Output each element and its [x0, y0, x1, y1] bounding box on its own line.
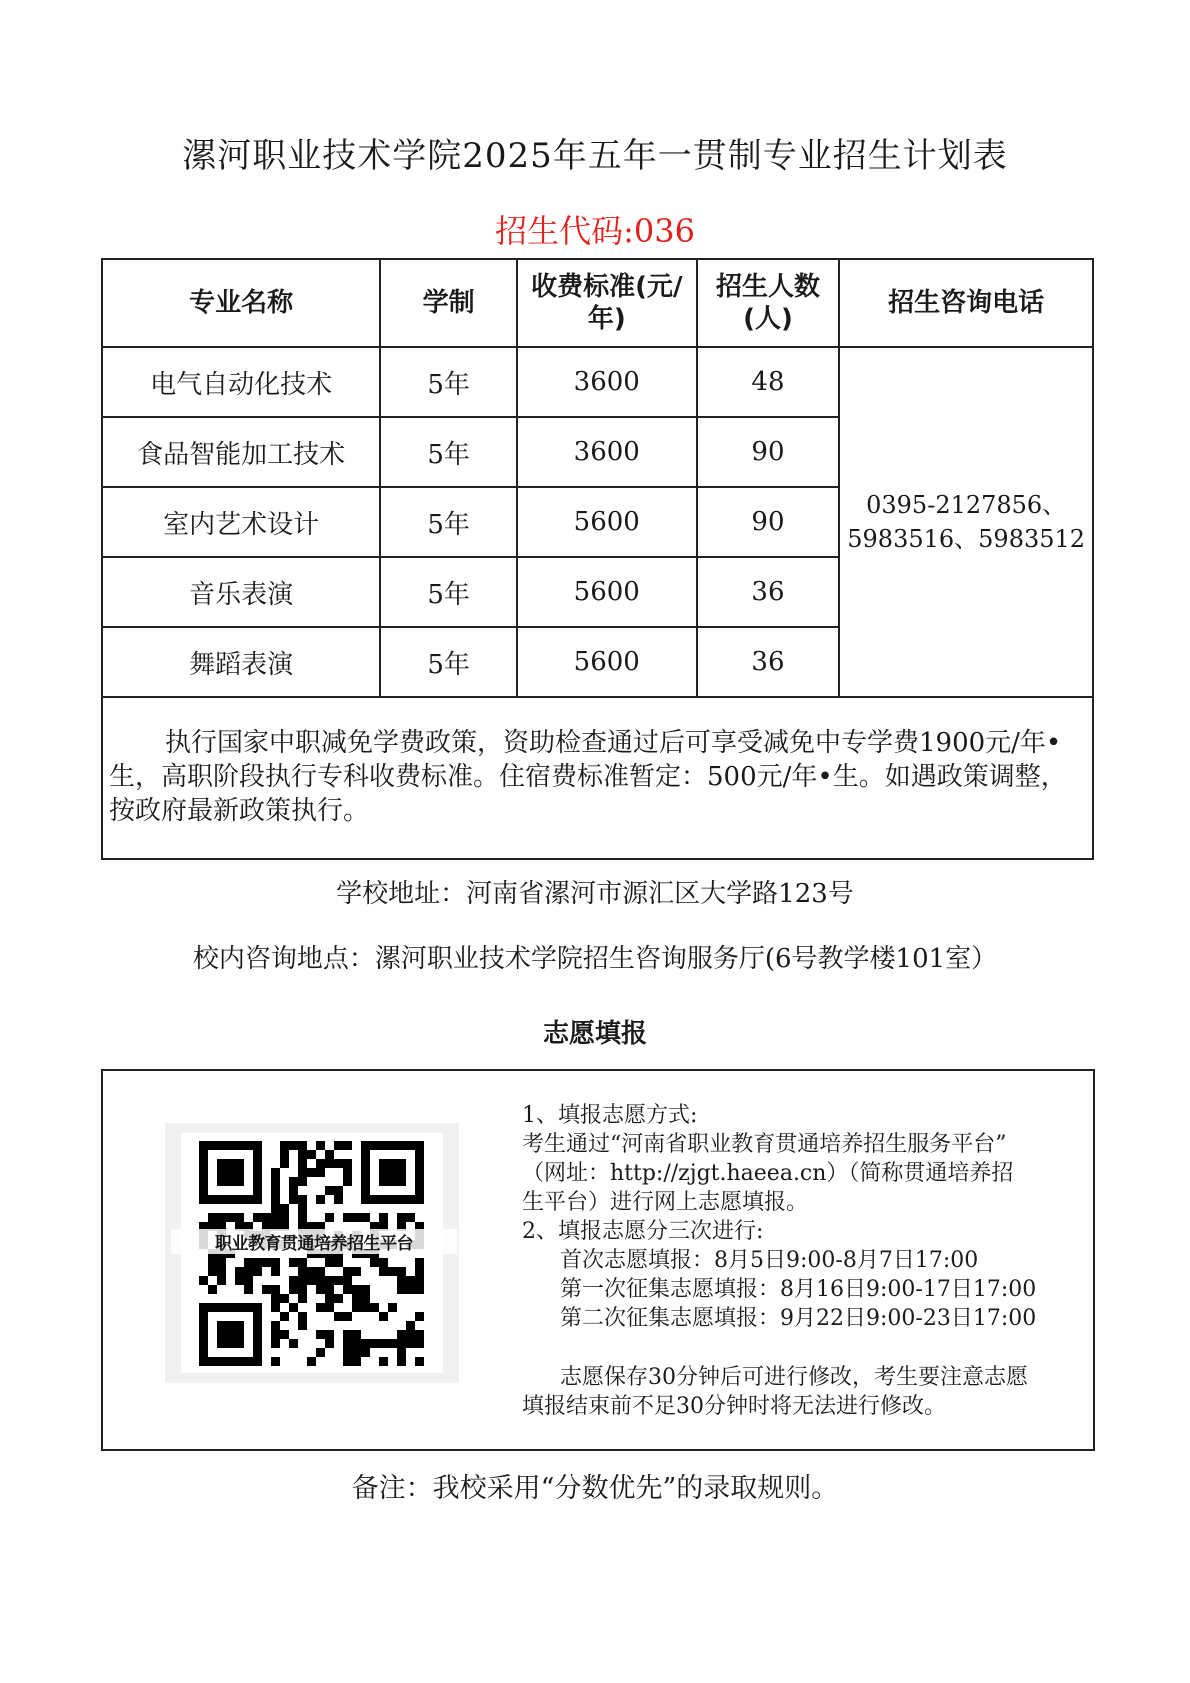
qr-code-panel: [165, 1123, 459, 1383]
cell-major: 食品智能加工技术: [102, 417, 380, 487]
cell-fee: 3600: [517, 347, 697, 417]
cell-major: 室内艺术设计: [102, 487, 380, 557]
volunteer-instructions: [522, 1101, 1087, 1421]
instruction-line: 生平台）进行网上志愿填报。: [522, 1190, 809, 1215]
instruction-line: 填报结束前不足30分钟时将无法进行修改。: [522, 1394, 946, 1419]
header-quota: 招生人数(人): [697, 259, 840, 347]
header-phone: 招生咨询电话: [839, 259, 1093, 347]
cell-quota: 48: [697, 347, 840, 417]
policy-row: [102, 697, 1093, 859]
cell-duration: 5年: [380, 557, 517, 627]
cell-phone: [839, 347, 1093, 697]
header-major: 专业名称: [102, 259, 380, 347]
cell-duration: 5年: [380, 347, 517, 417]
cell-quota: 90: [697, 487, 840, 557]
cell-major: 舞蹈表演: [102, 627, 380, 697]
policy-note: 执行国家中职减免学费政策，资助检查通过后可享受减免中专学费1900元/年•生，高职阶段执行专科收费标准。住宿费标准暂定：500元/年•生。如遇政策调整，按政府最新政策执行。: [109, 728, 1067, 826]
cell-duration: 5年: [380, 487, 517, 557]
header-duration: 学制: [380, 259, 517, 347]
instruction-line: 志愿保存30分钟后可进行修改，考生要注意志愿: [560, 1365, 1028, 1390]
phone-line-1: 0395-2127856、: [866, 491, 1067, 519]
volunteer-section-title: 志愿填报: [542, 1019, 647, 1049]
header-fee: 收费标准(元/年): [517, 259, 697, 347]
remark-note: 备注：我校采用“分数优先”的录取规则。: [351, 1473, 839, 1504]
enrollment-plan-table: [101, 258, 1094, 860]
policy-note-cell: [102, 697, 1093, 859]
instruction-line: （网址：http://zjgt.haeea.cn）（简称贯通培养招: [522, 1161, 1014, 1186]
cell-major: 电气自动化技术: [102, 347, 380, 417]
enrollment-code: 招生代码:036: [495, 212, 695, 250]
page-title: 漯河职业技术学院2025年五年一贯制专业招生计划表: [182, 136, 1008, 176]
table-row: [102, 347, 1093, 417]
qr-caption: 职业教育贯通培养招生平台: [171, 1229, 457, 1254]
instruction-line: 2、填报志愿分三次进行:: [522, 1219, 764, 1244]
schedule-third: 第二次征集志愿填报：9月22日9:00-23日17:00: [560, 1306, 1037, 1331]
cell-duration: 5年: [380, 417, 517, 487]
schedule-second: 第一次征集志愿填报：8月16日9:00-17日17:00: [560, 1277, 1037, 1302]
consult-place: 校内咨询地点：漯河职业技术学院招生咨询服务厅(6号教学楼101室）: [192, 944, 998, 974]
school-address: 学校地址：河南省漯河市源汇区大学路123号: [336, 879, 854, 909]
instruction-line: 考生通过“河南省职业教育贯通培养招生服务平台”: [522, 1132, 1007, 1157]
instruction-line: 1、填报志愿方式:: [522, 1103, 698, 1128]
cell-quota: 90: [697, 417, 840, 487]
schedule-first: 首次志愿填报：8月5日9:00-8月7日17:00: [560, 1248, 979, 1273]
cell-fee: 5600: [517, 487, 697, 557]
cell-quota: 36: [697, 627, 840, 697]
phone-line-2: 5983516、5983512: [847, 525, 1086, 553]
table-header-row: [102, 259, 1093, 347]
cell-fee: 3600: [517, 417, 697, 487]
cell-quota: 36: [697, 557, 840, 627]
cell-duration: 5年: [380, 627, 517, 697]
volunteer-box: [101, 1069, 1095, 1451]
cell-fee: 5600: [517, 627, 697, 697]
cell-major: 音乐表演: [102, 557, 380, 627]
cell-fee: 5600: [517, 557, 697, 627]
